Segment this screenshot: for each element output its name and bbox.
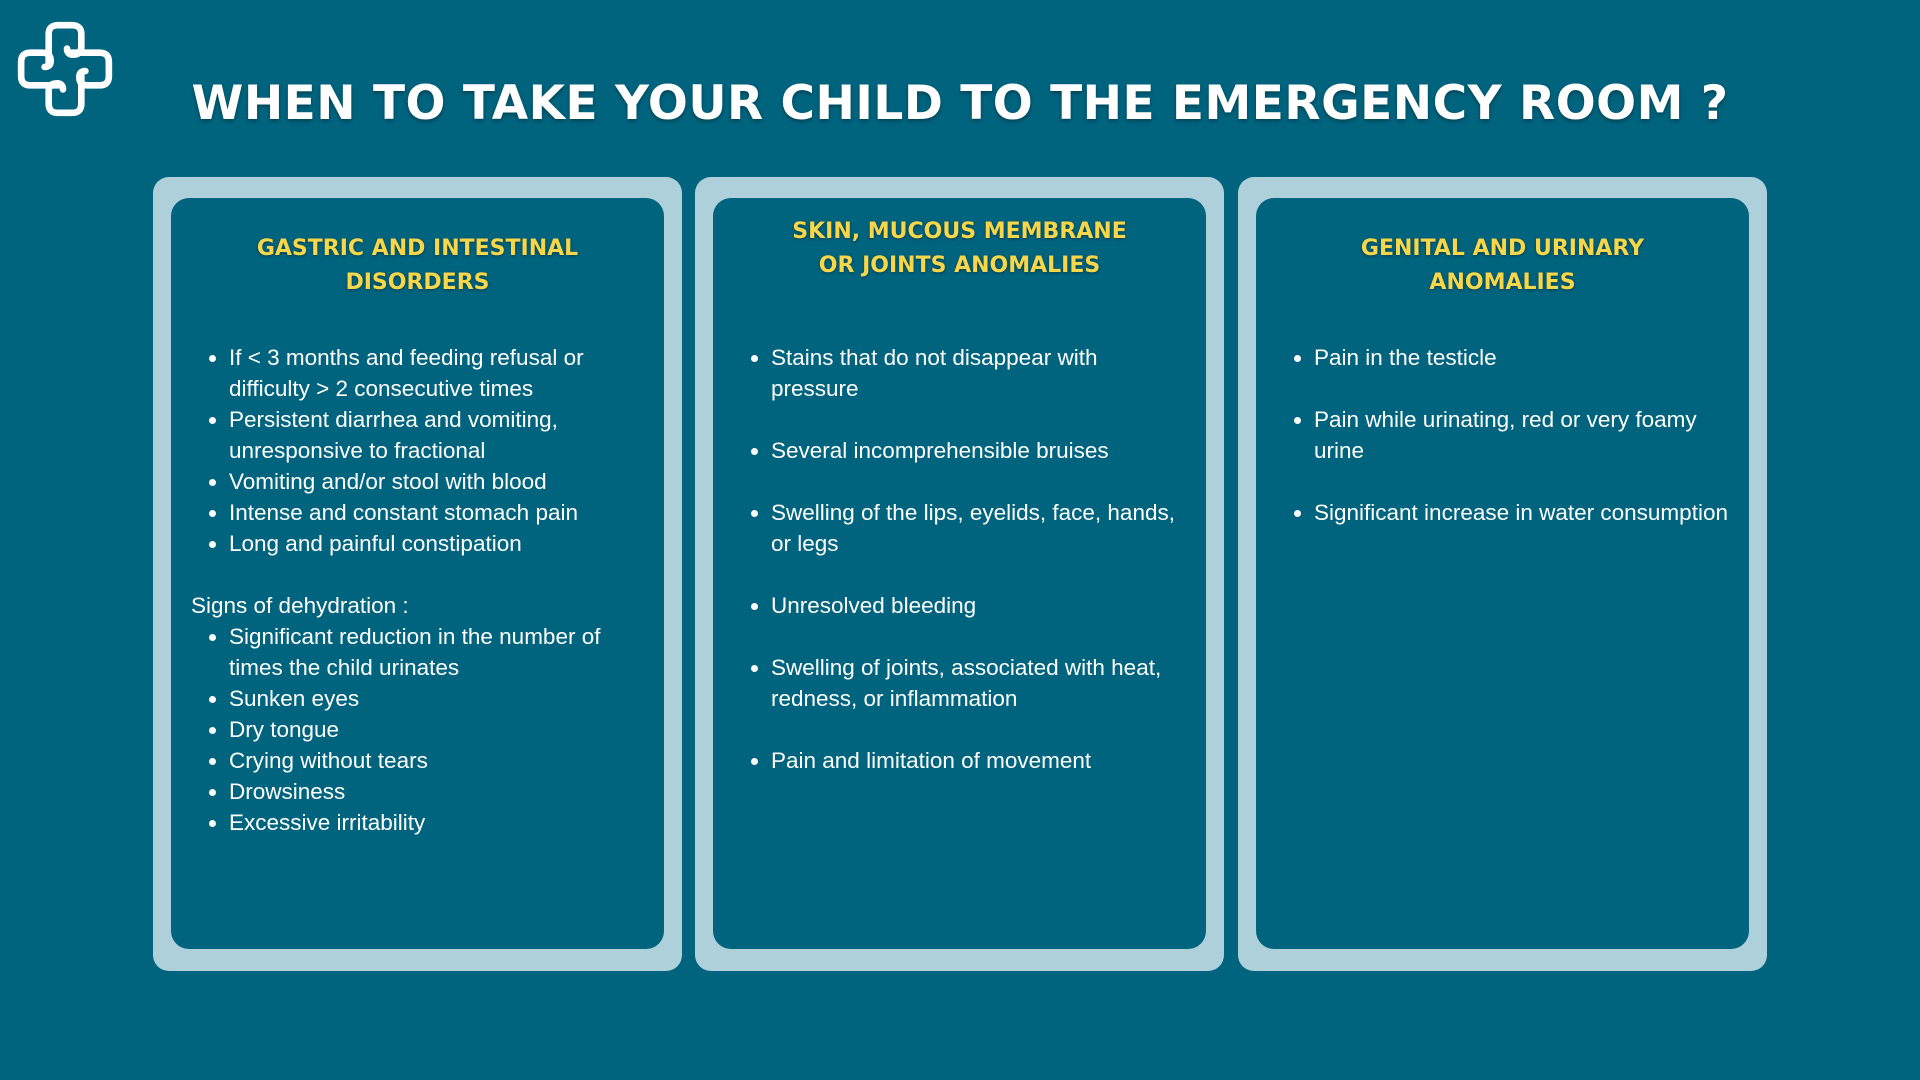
list-item: • Crying without tears (229, 745, 646, 776)
list-item: • Swelling of the lips, eyelids, face, hands, or legs (771, 497, 1188, 559)
list-item: • Pain and limitation of movement (771, 745, 1188, 776)
symptom-list (733, 342, 1188, 776)
list-item: • Unresolved bleeding (771, 590, 1188, 621)
card-skin-mucous-joints (695, 177, 1224, 971)
card-gastric-intestinal (153, 177, 682, 971)
symptom-list (191, 342, 646, 559)
dehydration-list (191, 621, 646, 838)
list-item: • Excessive irritability (229, 807, 646, 838)
card-heading (713, 215, 1206, 283)
list-item: • If < 3 months and feeding refusal or difficulty > 2 consecutive times (229, 342, 646, 404)
card-heading-line: SKIN, MUCOUS MEMBRANE (792, 219, 1127, 244)
card-panel (1256, 198, 1749, 949)
symptom-list (1276, 342, 1731, 528)
list-item: • Pain in the testicle (1314, 342, 1731, 373)
list-item: • Persistent diarrhea and vomiting, unresponsive to fractional (229, 404, 646, 466)
list-item: • Intense and constant stomach pain (229, 497, 646, 528)
card-genital-urinary (1238, 177, 1767, 971)
card-heading-line: GASTRIC AND INTESTINAL (256, 236, 579, 261)
card-body (733, 342, 1188, 807)
page-title: WHEN TO TAKE YOUR CHILD TO THE EMERGENCY ROOM ? (191, 76, 1729, 131)
card-panel (713, 198, 1206, 949)
list-item: • Drowsiness (229, 776, 646, 807)
list-item: • Significant increase in water consumption (1314, 497, 1731, 528)
card-panel (171, 198, 664, 949)
list-item: • Sunken eyes (229, 683, 646, 714)
list-item: • Pain while urinating, red or very foamy urine (1314, 404, 1731, 466)
list-item: • Long and painful constipation (229, 528, 646, 559)
dehydration-subheading: Signs of dehydration : (191, 593, 409, 618)
card-heading-line: ANOMALIES (1429, 270, 1576, 295)
list-item: • Several incomprehensible bruises (771, 435, 1188, 466)
list-item: • Vomiting and/or stool with blood (229, 466, 646, 497)
list-item: • Significant reduction in the number of times the child urinates (229, 621, 646, 683)
card-heading (171, 232, 664, 300)
card-body (1276, 342, 1731, 559)
card-heading (1256, 232, 1749, 300)
card-heading-line: DISORDERS (345, 270, 490, 295)
card-heading-line: OR JOINTS ANOMALIES (818, 253, 1101, 278)
card-heading-line: GENITAL AND URINARY (1360, 236, 1645, 261)
list-item: • Stains that do not disappear with pressure (771, 342, 1188, 404)
card-body (191, 342, 646, 838)
list-item: • Swelling of joints, associated with heat, redness, or inflammation (771, 652, 1188, 714)
list-item: • Dry tongue (229, 714, 646, 745)
